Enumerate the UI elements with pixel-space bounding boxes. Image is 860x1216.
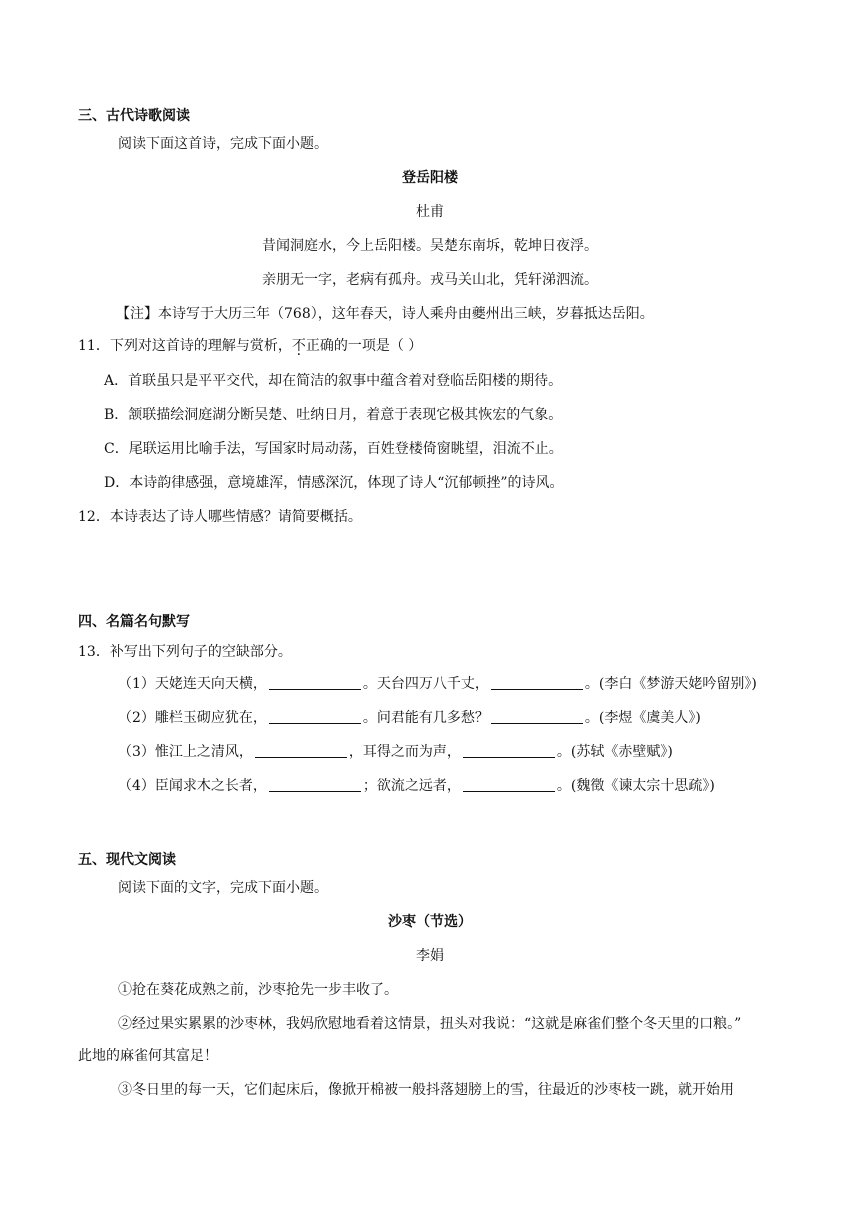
poem-author: 杜甫 — [416, 204, 444, 220]
fill-source: 。(苏轼《赤壁赋》) — [556, 744, 673, 760]
section-intro: 阅读下面的文字，完成下面小题。 — [118, 880, 328, 896]
question-text: 11．下列对这首诗的理解与赏析， — [78, 338, 292, 354]
fill-source: 。(魏徵《谏太宗十思疏》) — [556, 778, 715, 794]
answer-blank[interactable] — [269, 777, 361, 792]
question-12: 12．本诗表达了诗人哪些情感？请简要概括。 — [78, 509, 362, 525]
fill-text: ，耳得之而为声， — [348, 744, 461, 760]
answer-blank[interactable] — [463, 743, 555, 758]
answer-blank[interactable] — [255, 743, 347, 758]
poem-line: 昔闻洞庭水，今上岳阳楼。吴楚东南坼，乾坤日夜浮。 — [262, 238, 598, 254]
answer-blank[interactable] — [491, 709, 583, 724]
answer-blank[interactable] — [269, 709, 361, 724]
fill-text: （4）臣闻求木之长者， — [118, 778, 267, 794]
question-13: 13．补写出下列句子的空缺部分。 — [78, 644, 292, 660]
option-c[interactable]: C．尾联运用比喻手法，写国家时局动荡，百姓登楼倚窗眺望，泪流不止。 — [104, 441, 563, 457]
question-11 — [78, 336, 422, 356]
poem-line: 亲朋无一字，老病有孤舟。戎马关山北，凭轩涕泗流。 — [262, 272, 598, 288]
paragraph-1: ①抢在葵花成熟之前，沙枣抢先一步丰收了。 — [118, 982, 398, 998]
paragraph-3: ③冬日里的每一天，它们起床后，像掀开棉被一般抖落翅膀上的雪，往最近的沙枣枝一跳，就开始用 — [118, 1082, 734, 1098]
article-title: 沙枣（节选） — [388, 914, 472, 930]
option-b[interactable]: B．颔联描绘洞庭湖分断吴楚、吐纳日月，着意于表现它极其恢宏的气象。 — [104, 407, 563, 423]
fill-item-4 — [118, 776, 715, 796]
paragraph-2-line-2: 此地的麻雀何其富足！ — [78, 1048, 218, 1064]
emphasis-character: 不 — [291, 338, 306, 354]
fill-text: （3）惟江上之清风， — [118, 744, 253, 760]
paragraph-2-line-1: ②经过果实累累的沙枣林，我妈欣慰地看着这情景，扭头对我说：“这就是麻雀们整个冬天里的口粮。” — [118, 1016, 742, 1032]
fill-text: （2）雕栏玉砌应犹在， — [118, 710, 267, 726]
poem-note: 【注】本诗写于大历三年（768），这年春天，诗人乘舟由夔州出三峡，岁暮抵达岳阳。 — [116, 306, 654, 322]
section-heading-poetry: 三、古代诗歌阅读 — [78, 108, 190, 124]
poem-title: 登岳阳楼 — [402, 170, 458, 186]
fill-source: 。(李白《梦游天姥吟留别》) — [584, 676, 757, 692]
article-author: 李娟 — [416, 948, 444, 964]
option-d[interactable]: D．本诗韵律感强，意境雄浑，情感深沉，体现了诗人“沉郁顿挫”的诗风。 — [104, 475, 564, 491]
fill-item-1 — [118, 674, 757, 694]
fill-source: 。(李煜《虞美人》) — [584, 710, 701, 726]
answer-blank[interactable] — [463, 777, 555, 792]
fill-text: （1）天姥连天向天横， — [118, 676, 267, 692]
fill-item-3 — [118, 742, 673, 762]
section-intro: 阅读下面这首诗，完成下面小题。 — [118, 136, 328, 152]
question-text: 正确的一项是（ ） — [305, 338, 423, 354]
section-heading-modern-reading: 五、现代文阅读 — [78, 852, 176, 868]
fill-text: ；欲流之远者， — [362, 778, 461, 794]
answer-blank[interactable] — [269, 675, 361, 690]
fill-text: 。天台四万八千丈， — [362, 676, 489, 692]
answer-blank[interactable] — [491, 675, 583, 690]
fill-item-2 — [118, 708, 701, 728]
option-a[interactable]: A．首联虽只是平平交代，却在简洁的叙事中蕴含着对登临岳阳楼的期待。 — [104, 373, 563, 389]
fill-text: 。问君能有几多愁？ — [362, 710, 489, 726]
section-heading-recitation: 四、名篇名句默写 — [78, 614, 190, 630]
